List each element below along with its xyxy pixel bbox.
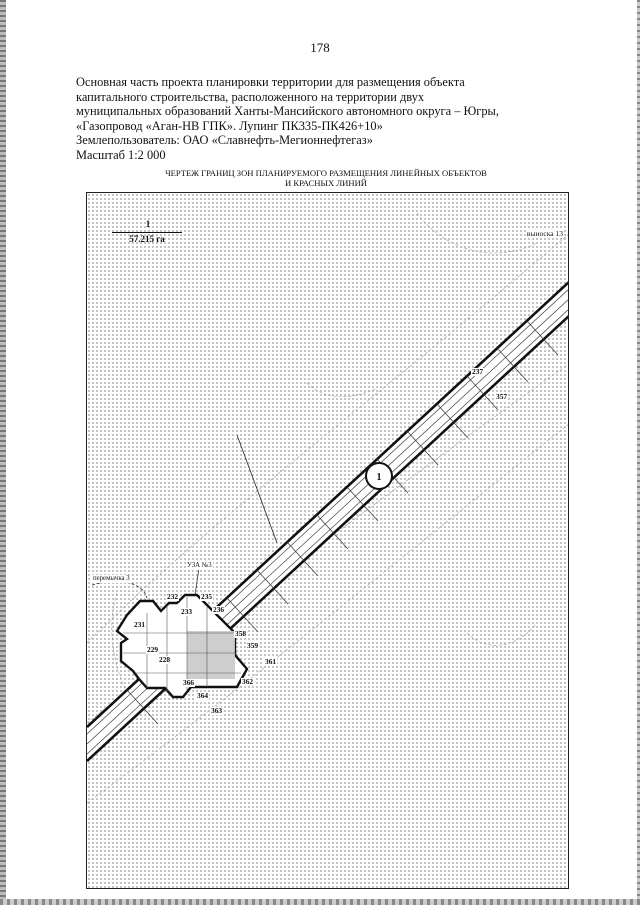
scan-edge-left — [0, 0, 6, 905]
point-label: 366 — [183, 678, 195, 687]
map-drawing — [86, 192, 569, 889]
header-line: Основная часть проекта планировки территории для размещения объекта — [76, 75, 465, 89]
header-line: капитального строительства, расположенного на территории двух — [76, 89, 425, 104]
point-label: 236 — [213, 605, 225, 614]
point-label: 233 — [181, 607, 193, 616]
document-header — [76, 75, 556, 163]
point-label: 235 — [201, 592, 213, 601]
plot-area: 57.215 га — [112, 232, 182, 244]
point-label: 364 — [197, 691, 209, 700]
point-label: 237 — [472, 367, 484, 376]
crossover-label: перемычка 3 — [93, 575, 130, 582]
map-linework — [87, 193, 569, 889]
point-label: 358 — [235, 629, 247, 638]
crossover-dashed-path — [92, 581, 147, 598]
scan-edge-bottom — [0, 899, 640, 905]
point-label: 357 — [496, 392, 508, 401]
circle-marker: 1 — [365, 462, 393, 490]
plot-number: 1 — [145, 219, 151, 229]
point-label: 228 — [159, 655, 171, 664]
point-label: 229 — [147, 645, 159, 654]
uza-label: УЗА №3 — [187, 562, 212, 569]
header-line: муниципальных образований Ханты-Мансийского автономного округа – Югры, — [76, 104, 499, 119]
inset-label: выноска 13 — [526, 229, 563, 238]
drawing-title — [86, 169, 566, 188]
point-label: 231 — [134, 620, 146, 629]
point-label: 363 — [211, 706, 223, 715]
point-label: 361 — [265, 657, 277, 666]
plot-leader-line — [237, 435, 277, 543]
scale-line: Масштаб 1:2 000 — [76, 147, 166, 162]
header-line: «Газопровод «Аган-НВ ГПК». Лупинг ПК335-ПК426+10» — [76, 118, 383, 133]
point-label: 362 — [242, 677, 254, 686]
point-label: 359 — [247, 641, 259, 650]
drawing-title-line1: ЧЕРТЕЖ ГРАНИЦ ЗОН ПЛАНИРУЕМОГО РАЗМЕЩЕНИЯ ЛИНЕЙНЫХ ОБЪЕКТОВ — [165, 168, 487, 178]
drawing-title-line2: И КРАСНЫХ ЛИНИЙ — [285, 177, 367, 188]
land-user-line: Землепользователь: ОАО «Славнефть-Мегионнефтегаз» — [76, 133, 373, 148]
page-number: 178 — [310, 40, 330, 55]
point-label: 232 — [167, 592, 179, 601]
